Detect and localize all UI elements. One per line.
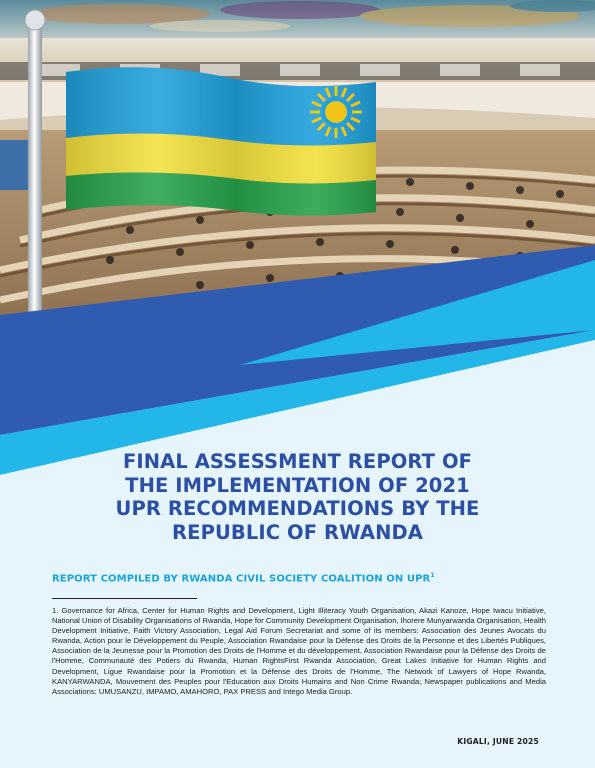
report-title xyxy=(60,450,535,544)
rwanda-flag-icon xyxy=(66,67,376,215)
footnote-text: 1. Governance for Africa, Center for Human Rights and Development, Light Illiteracy Youth Organisation, Akazi Kanoze, Hope Iwacu Initiative, National Union of Disability Organisations of Rwanda, Hope for Community Development Organisation, Ihorere Munyarwanda Organisation, Health Development Initiative, Faith Victory Association, Legal Aid Forum Secretariat and some of its members: Association des Jeunes Avocats du Rwanda, Action pour le Développement du Peuple, Association Rwandaise pour la Défense des Droits de la Personne et des Libertés Publiques, Association de la Jeunesse pour la Promotion des Droits de l'Homme et du développement, Association Rwandaise pour la Défense des Droits de l'Homme, Communauté des Potiers du Rwanda, Human RightsFirst Rwanda Association, Great Lakes Initiative for Human Rights and Development, Ligue Rwandaise pour la Promotion et la Défense des Droits de l'Homme, The Network of Lawyers of Hope Rwanda, KANYARWANDA, Mouvement des Peuples pour l'Education aux Droits Humains and Non Crime Rwanda; Newspaper publications and Media Associations: UMUSANZU, IMPAMO, AMAHORO, PAX PRESS and Intego Media Group. xyxy=(52,606,546,696)
title-line: THE IMPLEMENTATION OF 2021 xyxy=(125,473,470,497)
footnote-mark: 1 xyxy=(430,572,435,579)
report-subtitle xyxy=(52,572,435,584)
title-line: UPR RECOMMENDATIONS BY THE xyxy=(115,497,480,520)
footnote-divider xyxy=(52,598,197,599)
title-line: FINAL ASSESSMENT REPORT OF xyxy=(122,450,473,473)
subtitle-text: REPORT COMPILED BY RWANDA CIVIL SOCIETY COALITION ON UPR xyxy=(52,573,431,585)
place-date: KIGALI, JUNE 2025 xyxy=(457,737,539,746)
title-line: REPUBLIC OF RWANDA xyxy=(172,520,423,544)
